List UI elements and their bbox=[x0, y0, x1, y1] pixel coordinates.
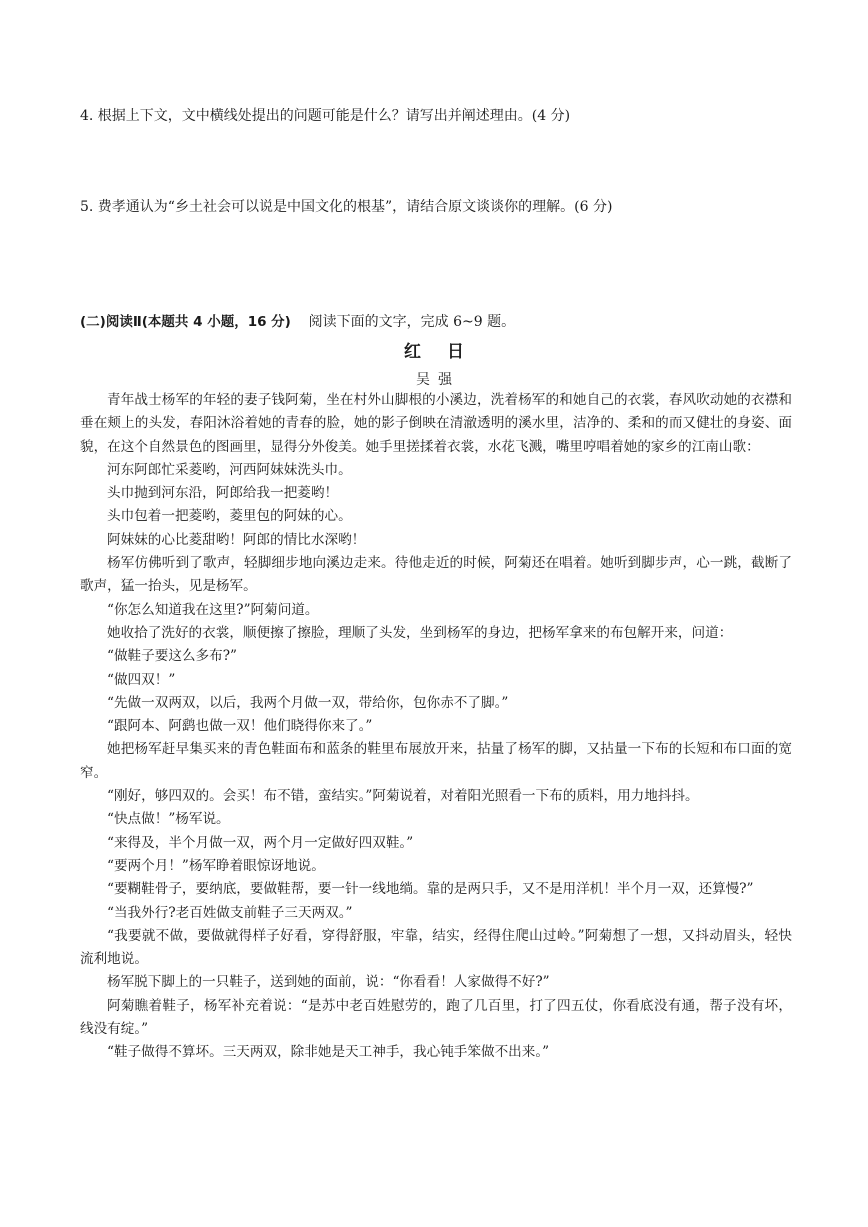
paragraph: 阿菊瞧着鞋子，杨军补充着说：“是苏中老百姓慰劳的，跑了几百里，打了四五仗，你看底没有通，帮子没有坏，线没有绽。” bbox=[80, 997, 792, 1038]
paragraph: “当我外行?老百姓做支前鞋子三天两双。” bbox=[107, 904, 353, 921]
section-heading: (二)阅读Ⅱ(本题共 4 小题，16 分) bbox=[80, 314, 291, 330]
song-line: 河东阿郎忙采菱哟，河西阿妹妹洗头巾。 bbox=[107, 461, 352, 478]
song-line: 阿妹妹的心比菱甜哟！阿郎的情比水深哟！ bbox=[107, 531, 366, 548]
paragraph: 她收拾了洗好的衣裳，顺便擦了擦脸，理顺了头发，坐到杨军的身边，把杨军拿来的布包解开来，问道： bbox=[107, 624, 733, 641]
paragraph: 青年战士杨军的年轻的妻子钱阿菊，坐在村外山脚根的小溪边，洗着杨军的和她自己的衣裳，春风吹动她的衣襟和垂在颊上的头发，春阳沐浴着她的青春的脸，她的影子倒映在清澈透明的溪水里，洁净的、柔和的而又健壮的身姿、面貌，在这个自然景色的图画里，显得分外俊美。她手里搓揉着衣裳，水花飞溅，嘴里哼唱着她的家乡的江南山歌： bbox=[80, 392, 792, 455]
question-4: 4. 根据上下文，文中横线处提出的问题可能是什么？请写出并阐述理由。(4 分) bbox=[80, 108, 571, 124]
paragraph: “做鞋子要这么多布?” bbox=[107, 648, 237, 665]
paragraph: “来得及，半个月做一双，两个月一定做好四双鞋。” bbox=[107, 834, 414, 851]
paragraph: “你怎么知道我在这里?”阿菊问道。 bbox=[107, 601, 319, 618]
paragraph: “快点做！”杨军说。 bbox=[107, 811, 230, 828]
article-body bbox=[80, 389, 792, 1065]
article-author: 吴强 bbox=[416, 372, 460, 388]
paragraph: 杨军仿佛听到了歌声，轻脚细步地向溪边走来。待他走近的时候，阿菊还在唱着。她听到脚步声，心一跳，截断了歌声，猛一抬头，见是杨军。 bbox=[80, 555, 792, 595]
paragraph: “跟阿本、阿鹞也做一双！他们晓得你来了。” bbox=[107, 718, 373, 735]
paragraph: “刚好，够四双的。会买！布不错，蛮结实。”阿菊说着，对着阳光照看一下布的质料，用力地抖抖。 bbox=[107, 788, 699, 805]
section-instruction: 阅读下面的文字，完成 6~9 题。 bbox=[308, 314, 516, 330]
section-header bbox=[80, 312, 515, 332]
song-line: 头巾抛到河东沿，阿郎给我一把菱哟！ bbox=[107, 485, 339, 502]
paragraph: 杨军脱下脚上的一只鞋子，送到她的面前，说：“你看看！人家做得不好?” bbox=[107, 974, 550, 991]
paragraph: “我要就不做，要做就得样子好看，穿得舒服，牢靠，结实，经得住爬山过岭。”阿菊想了一想，又抖动眉头，轻快流利地说。 bbox=[80, 927, 792, 968]
paragraph: “做四双！” bbox=[107, 671, 176, 688]
paragraph: “鞋子做得不算坏。三天两双，除非她是天工神手，我心钝手笨做不出来。” bbox=[107, 1044, 550, 1061]
question-5: 5. 费孝通认为“乡土社会可以说是中国文化的根基”，请结合原文谈谈你的理解。(6 分) bbox=[80, 199, 613, 215]
paragraph: 她把杨军赶早集买来的青色鞋面布和蓝条的鞋里布展放开来，拈量了杨军的脚，又拈量一下布的长短和布口面的宽窄。 bbox=[80, 741, 792, 781]
paragraph: “要糊鞋骨子，要纳底，要做鞋帮，要一针一线地绱。靠的是两只手，又不是用洋机！半个月一双，还算慢?” bbox=[107, 881, 754, 898]
paragraph: “要两个月！”杨军睁着眼惊讶地说。 bbox=[107, 857, 325, 874]
article-title: 红日 bbox=[404, 342, 490, 362]
song-line: 头巾包着一把菱哟，菱里包的阿妹的心。 bbox=[107, 508, 352, 525]
paragraph: “先做一双两双，以后，我两个月做一双，带给你，包你赤不了脚。” bbox=[107, 694, 509, 711]
